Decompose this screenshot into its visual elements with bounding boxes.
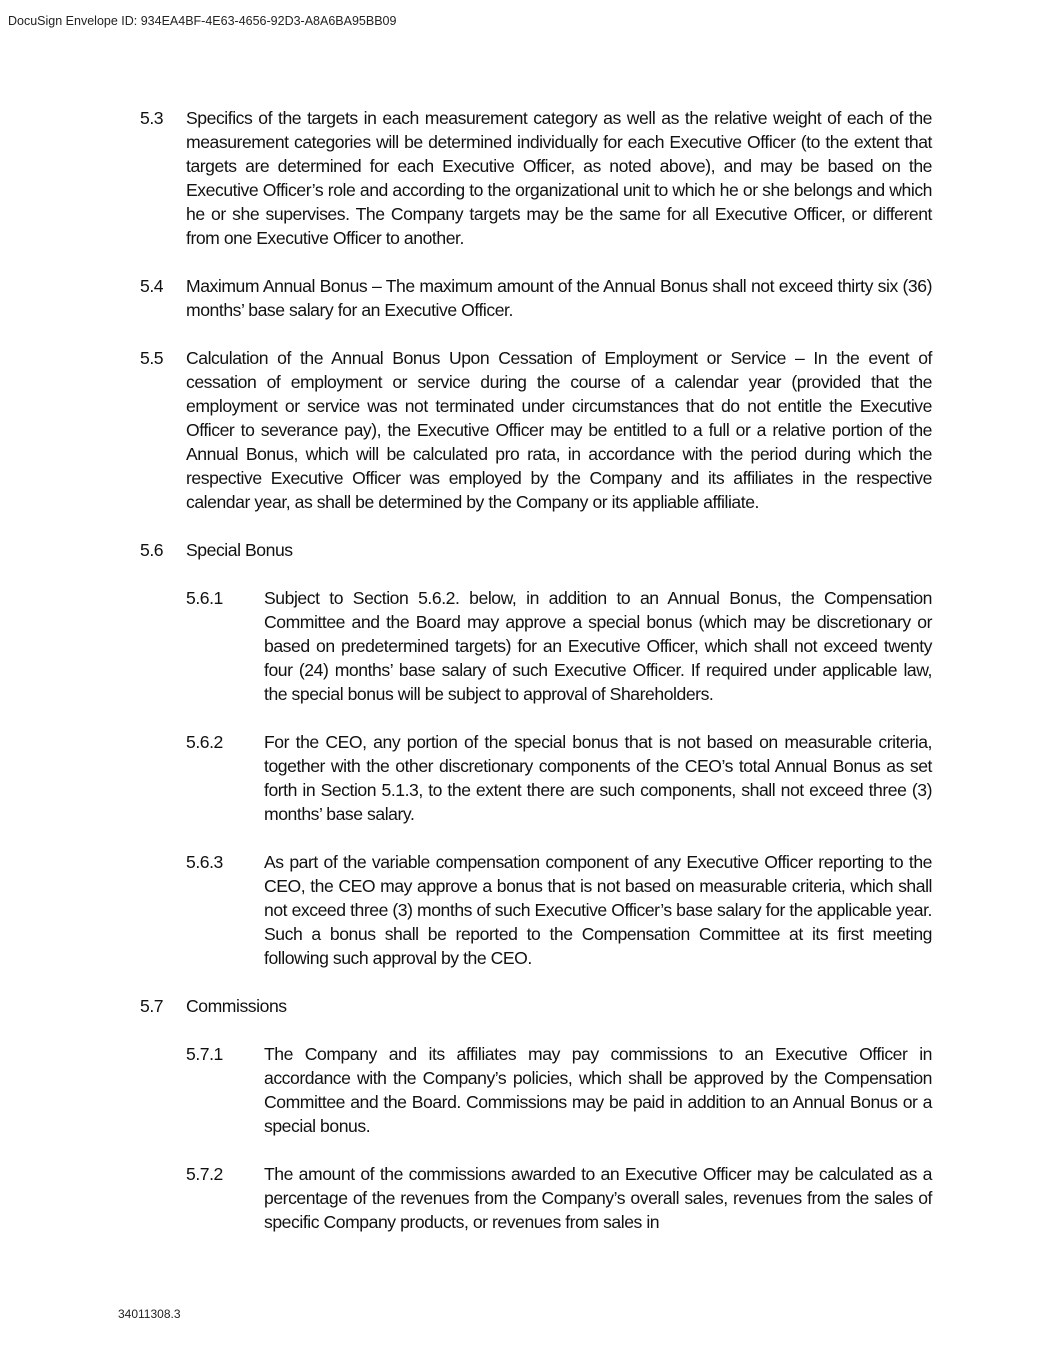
envelope-id: DocuSign Envelope ID: 934EA4BF-4E63-4656-92D3-A8A6BA95BB09 [8, 14, 397, 28]
section-number: 5.7.1 [186, 1044, 223, 1064]
document-body [140, 106, 932, 1258]
section-5-6-1 [186, 586, 932, 706]
section-text: The Company and its affiliates may pay commissions to an Executive Officer in accordance with the Company’s policies, which shall be approved by the Compensation Committee and the Board. Commissions may be paid in addition to an Annual Bonus or a special bonus. [264, 1044, 932, 1136]
section-5-6 [140, 538, 932, 562]
section-text: Specifics of the targets in each measurement category as well as the relative weight of each of the measurement categories will be determined individually for each Executive Officer (to the extent that targets are determined for each Executive Officer, as noted above), and may be based on the Executive Officer’s role and according to the organizational unit to which he or she belongs and which he or she supervises. The Company targets may be the same for all Executive Officer, or different from one Executive Officer to another. [186, 108, 932, 248]
section-5-6-2 [186, 730, 932, 826]
section-number: 5.6.1 [186, 588, 223, 608]
section-text: For the CEO, any portion of the special bonus that is not based on measurable criteria, together with the other discretionary components of the CEO’s total Annual Bonus as set forth in Section 5.1.3, to the extent there are such components, shall not exceed three (3) months’ base salary. [264, 732, 932, 824]
section-number: 5.4 [140, 276, 164, 296]
section-5-7-1 [186, 1042, 932, 1138]
section-heading: Special Bonus [186, 540, 293, 560]
section-5-6-3 [186, 850, 932, 970]
section-number: 5.6 [140, 540, 164, 560]
section-number: 5.6.2 [186, 732, 223, 752]
section-text: The amount of the commissions awarded to an Executive Officer may be calculated as a percentage of the revenues from the Company’s overall sales, revenues from the sales of specific Company products, or revenues from sales in [264, 1164, 932, 1232]
section-5-3 [140, 106, 932, 250]
section-number: 5.7.2 [186, 1164, 223, 1184]
section-number: 5.7 [140, 996, 164, 1016]
section-5-4 [140, 274, 932, 322]
section-number: 5.3 [140, 108, 164, 128]
section-heading: Commissions [186, 996, 287, 1016]
section-text: Subject to Section 5.6.2. below, in addition to an Annual Bonus, the Compensation Committee and the Board may approve a special bonus (which may be discretionary or based on predetermined targets) for an Executive Officer, which shall not exceed twenty four (24) months’ base salary of such Executive Officer. If required under applicable law, the special bonus will be subject to approval of Shareholders. [264, 588, 932, 704]
section-5-7-2 [186, 1162, 932, 1234]
section-text: As part of the variable compensation component of any Executive Officer reporting to the CEO, the CEO may approve a bonus that is not based on measurable criteria, which shall not exceed three (3) months of such Executive Officer’s base salary for the applicable year. Such a bonus shall be reported to the Compensation Committee at its first meeting following such approval by the CEO. [264, 852, 932, 968]
document-number: 34011308.3 [118, 1307, 181, 1321]
section-text: Maximum Annual Bonus – The maximum amount of the Annual Bonus shall not exceed thirty six (36) months’ base salary for an Executive Officer. [186, 276, 932, 320]
section-number: 5.6.3 [186, 852, 223, 872]
section-text: Calculation of the Annual Bonus Upon Cessation of Employment or Service – In the event of cessation of employment or service during the course of a calendar year (provided that the employment or service was not terminated under circumstances that do not entitle the Executive Officer to severance pay), the Executive Officer may be entitled to a full or a relative portion of the Annual Bonus, which will be calculated pro rata, in accordance with the period during which the respective Executive Officer was employed by the Company and its affiliates in the respective calendar year, as shall be determined by the Company or its appliable affiliate. [186, 348, 932, 512]
section-number: 5.5 [140, 348, 164, 368]
section-5-7 [140, 994, 932, 1018]
section-5-5 [140, 346, 932, 514]
